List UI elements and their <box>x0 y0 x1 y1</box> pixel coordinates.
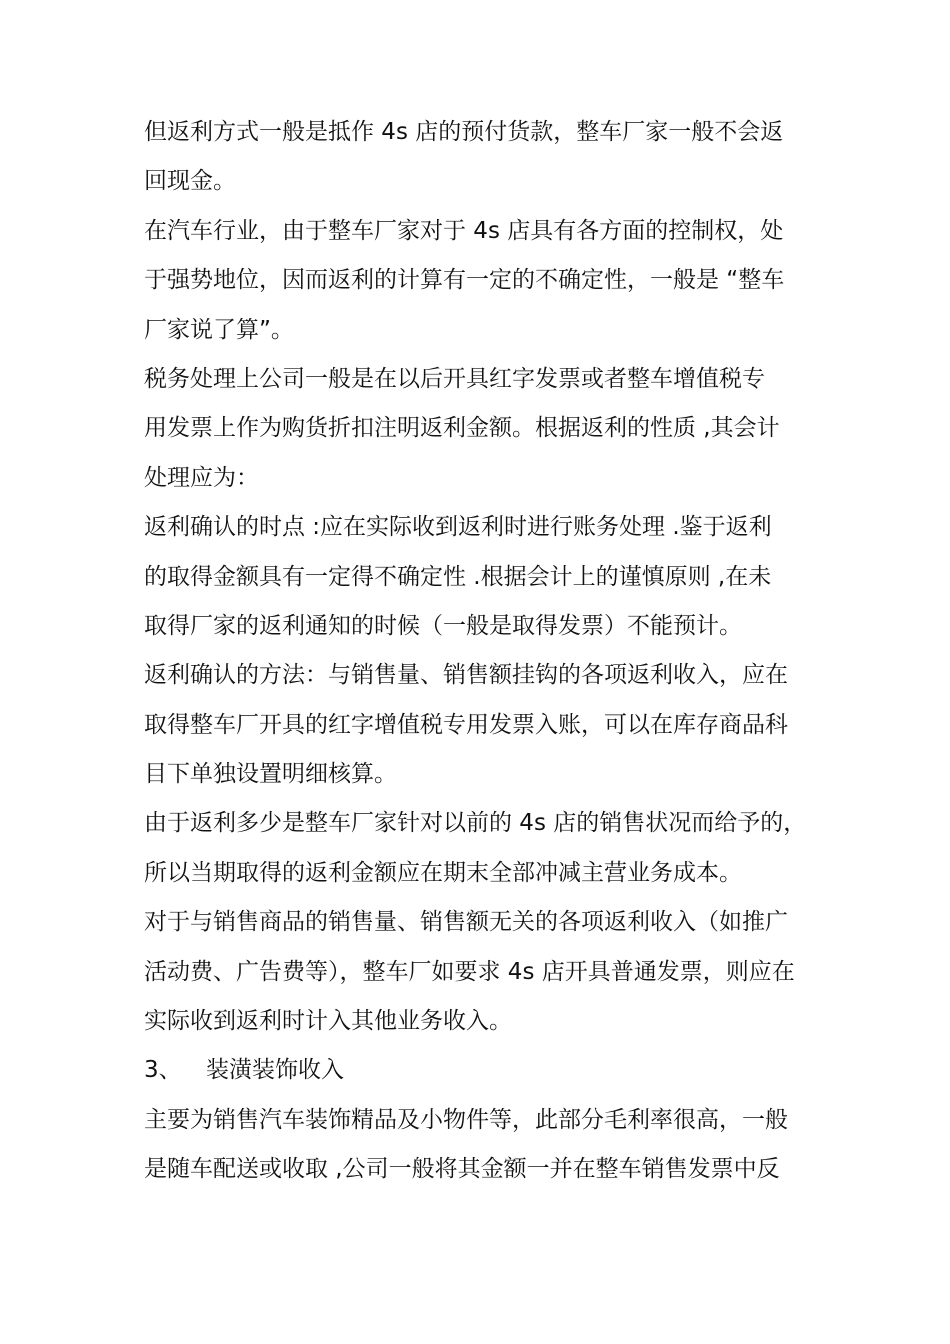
document-body <box>144 108 814 1195</box>
text-line: 的取得金额具有一定得不确定性 .根据会计上的谨慎原则 ,在未 <box>144 563 772 590</box>
text-line: 主要为销售汽车装饰精品及小物件等，此部分毛利率很高，一般 <box>144 1106 788 1133</box>
text-line: 由于返利多少是整车厂家针对以前的 4s 店的销售状况而给予的， <box>144 810 807 837</box>
text-line: 目下单独设置明细核算。 <box>144 761 397 788</box>
text-line: 对于与销售商品的销售量、销售额无关的各项返利收入（如推广 <box>144 909 788 936</box>
text-line: 实际收到返利时计入其他业务收入。 <box>144 1008 512 1035</box>
text-line: 是随车配送或收取 ,公司一般将其金额一并在整车销售发票中反 <box>144 1156 780 1183</box>
text-line: 于强势地位，因而返利的计算有一定的不确定性，一般是 “整车 <box>144 267 785 294</box>
text-line: 返利确认的时点 :应在实际收到返利时进行账务处理 .鉴于返利 <box>144 514 772 541</box>
text-line: 税务处理上公司一般是在以后开具红字发票或者整车增值税专 <box>144 365 765 392</box>
text-line: 取得厂家的返利通知的时候（一般是取得发票）不能预计。 <box>144 612 742 639</box>
text-line: 取得整车厂开具的红字增值税专用发票入账，可以在库存商品科 <box>144 711 788 738</box>
text-line: 返利确认的方法：与销售量、销售额挂钩的各项返利收入，应在 <box>144 662 788 689</box>
section-heading <box>144 1046 814 1095</box>
text-line: 活动费、广告费等），整车厂如要求 4s 店开具普通发票，则应在 <box>144 958 795 985</box>
section-title: 装潢装饰收入 <box>206 1057 344 1084</box>
text-line: 但返利方式一般是抵作 4s 店的预付货款，整车厂家一般不会返 <box>144 119 784 145</box>
text-line: 回现金。 <box>144 168 236 195</box>
section-number: 3、 <box>144 1057 182 1084</box>
text-line: 处理应为： <box>144 464 259 491</box>
text-line: 在汽车行业，由于整车厂家对于 4s 店具有各方面的控制权，处 <box>144 217 784 244</box>
text-line: 厂家说了算”。 <box>144 316 294 343</box>
text-line: 所以当期取得的返利金额应在期末全部冲减主营业务成本。 <box>144 859 742 886</box>
text-line: 用发票上作为购货折扣注明返利金额。根据返利的性质 ,其会计 <box>144 415 780 442</box>
